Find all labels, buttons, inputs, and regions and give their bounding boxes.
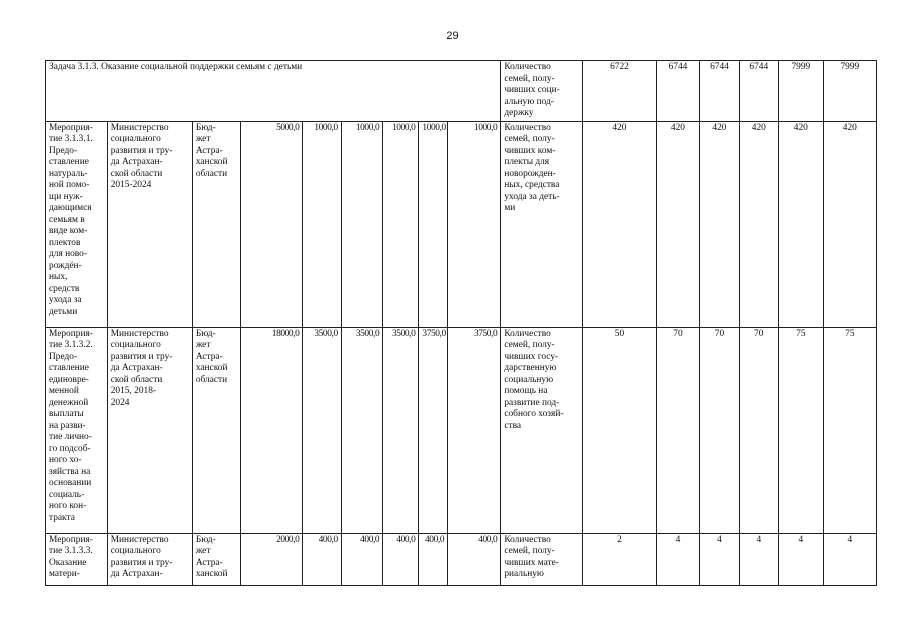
indicator-value: 420: [700, 121, 739, 327]
indicator-value: 70: [656, 327, 700, 533]
task-title: Задача 3.1.3. Оказание социальной поддержки семьям с детьми: [46, 61, 501, 122]
funding-source: Бюд- жет Астра- ханской области: [192, 121, 240, 327]
amount-cell: 3500,0: [341, 327, 382, 533]
task-value: 6744: [739, 61, 778, 122]
indicator-value: 75: [778, 327, 823, 533]
indicator-value: 70: [700, 327, 739, 533]
page-number: 29: [446, 30, 459, 42]
indicator-value: 50: [583, 327, 656, 533]
amount-cell: 400,0: [383, 533, 419, 585]
measure-executor: Министерство социального развития и тру- да Астрахан-: [107, 533, 192, 585]
amount-cell: 400,0: [341, 533, 382, 585]
amount-cell: 5000,0: [240, 121, 303, 327]
table-row: [46, 121, 877, 327]
amount-cell: 400,0: [448, 533, 501, 585]
amount-cell: 3500,0: [303, 327, 341, 533]
measure-indicator: Количество семей, полу- чивших ком- плекты для новорожден- ных, средства ухода за деть- ми: [501, 121, 583, 327]
measure-name: Мероприя- тие 3.1.3.1. Предо- ставление натураль- ной помо- щи нуж- дающимся семьям в виде ком- плектов для ново- рождён- ных, средств ухода за детьми: [46, 121, 108, 327]
task-row: [46, 61, 877, 122]
table-row: [46, 327, 877, 533]
amount-cell: 3500,0: [383, 327, 419, 533]
indicator-value: 75: [823, 327, 876, 533]
indicator-value: 420: [739, 121, 778, 327]
indicator-value: 420: [583, 121, 656, 327]
table-row: [46, 533, 877, 585]
task-value: 6744: [656, 61, 700, 122]
measure-executor: Министерство социального развития и тру- да Астрахан- ской области 2015, 2018- 2024: [107, 327, 192, 533]
measure-name: Мероприя- тие 3.1.3.2. Предо- ставление единовре- менной денежной выплаты на разви- тие лично- го подсоб- ного хо- зяйства на основании социаль- ного кон- тракта: [46, 327, 108, 533]
task-indicator: Количество семей, полу- чивших соци- альную под- держку: [501, 61, 583, 122]
task-value: 7999: [778, 61, 823, 122]
amount-cell: 1000,0: [383, 121, 419, 327]
amount-cell: 18000,0: [240, 327, 303, 533]
indicator-value: 70: [739, 327, 778, 533]
task-value: 6744: [700, 61, 739, 122]
funding-source: Бюд- жет Астра- ханской области: [192, 327, 240, 533]
amount-cell: 1000,0: [303, 121, 341, 327]
amount-cell: 400,0: [419, 533, 448, 585]
measure-indicator: Количество семей, полу- чивших мате- риальную: [501, 533, 583, 585]
indicator-value: 2: [583, 533, 656, 585]
amount-cell: 3750,0: [419, 327, 448, 533]
indicator-value: 4: [700, 533, 739, 585]
indicator-value: 420: [778, 121, 823, 327]
amount-cell: 2000,0: [240, 533, 303, 585]
indicator-value: 420: [823, 121, 876, 327]
indicator-value: 4: [823, 533, 876, 585]
funding-source: Бюд- жет Астра- ханской: [192, 533, 240, 585]
amount-cell: 3750,0: [448, 327, 501, 533]
indicator-value: 4: [739, 533, 778, 585]
amount-cell: 1000,0: [419, 121, 448, 327]
amount-cell: 1000,0: [341, 121, 382, 327]
program-table: [45, 60, 877, 586]
amount-cell: 1000,0: [448, 121, 501, 327]
measure-name: Мероприя- тие 3.1.3.3. Оказание матери-: [46, 533, 108, 585]
task-value: 7999: [823, 61, 876, 122]
indicator-value: 420: [656, 121, 700, 327]
task-value: 6722: [583, 61, 656, 122]
indicator-value: 4: [778, 533, 823, 585]
measure-indicator: Количество семей, полу- чивших госу- дарственную социальную помощь на развитие под- собного хозяй- ства: [501, 327, 583, 533]
amount-cell: 400,0: [303, 533, 341, 585]
indicator-value: 4: [656, 533, 700, 585]
measure-executor: Министерство социального развития и тру- да Астрахан- ской области 2015-2024: [107, 121, 192, 327]
